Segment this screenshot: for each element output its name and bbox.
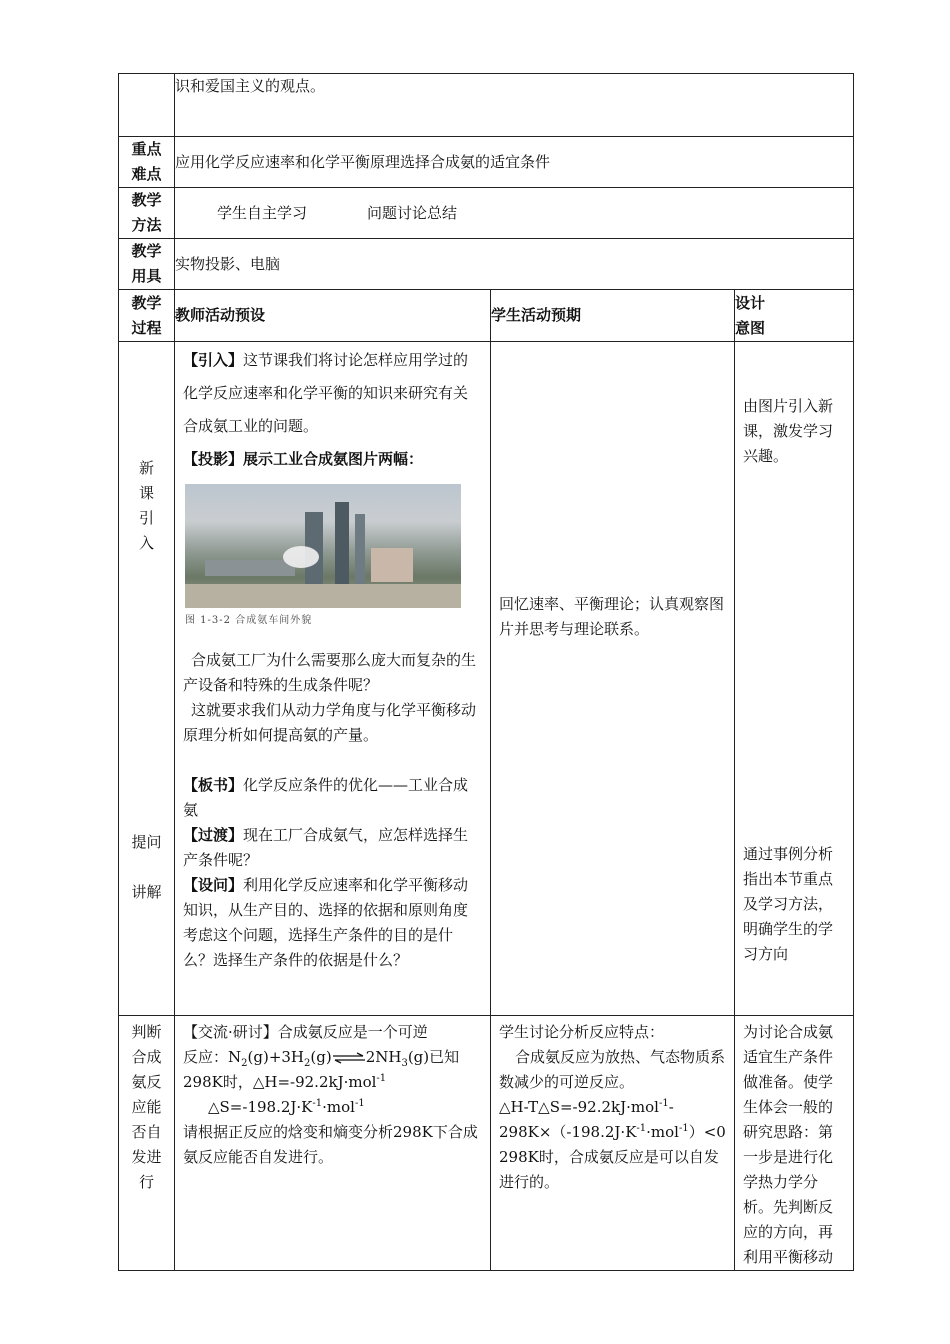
lesson-plan-table bbox=[118, 73, 854, 1271]
empty-label-cell bbox=[119, 74, 175, 137]
student-activity-header: 学生活动预期 bbox=[491, 290, 735, 342]
header-row bbox=[119, 290, 854, 342]
ask-paragraph: 【设问】利用化学反应速率和化学平衡移动知识，从生产目的、选择的依据和原则角度考虑这个问题，选择生产条件的目的是什么？选择生产条件的依据是什么？ bbox=[183, 876, 469, 969]
methods-text bbox=[175, 188, 854, 239]
spontaneity-conclusion: 298K时，合成氨反应是可以自发进行的。 bbox=[499, 1148, 719, 1191]
objective-row bbox=[119, 74, 854, 137]
reaction-feature-text: 合成氨反应为放热、气态物质系数减少的可逆反应。 bbox=[499, 1048, 726, 1091]
judge-stage-cell: 判断 合成 氨反 应能 否自 发进 行 bbox=[119, 1016, 175, 1271]
judge-design-cell: 为讨论合成氨适宜生产条件做准备。使学生体会一般的研究思路：第一步是进行化学热力学分析。先判断反应的方向，再利用平衡移动 bbox=[735, 1016, 854, 1271]
intro-stage-cell bbox=[119, 342, 175, 1016]
factory-photo bbox=[185, 484, 461, 608]
entropy-line: $\triangle S=-198.2J\cdot K^{-1}\cdot mol^{-1}$ bbox=[208, 1098, 365, 1116]
intro-student-cell bbox=[491, 342, 735, 1016]
key-points-label: 重点 难点 bbox=[119, 137, 175, 188]
board-paragraph: 【板书】化学反应条件的优化——工业合成氨 bbox=[183, 776, 469, 819]
teacher-activity-header: 教师活动预设 bbox=[175, 290, 491, 342]
question-paragraph-2: 这就要求我们从动力学角度与化学平衡移动原理分析如何提高氨的产量。 bbox=[183, 701, 477, 744]
stage-question-explain: 提问 讲解 bbox=[131, 833, 162, 901]
design-intent-header: 设计 意图 bbox=[735, 290, 854, 342]
intro-row bbox=[119, 342, 854, 1016]
judge-row bbox=[119, 1016, 854, 1271]
tools-text: 实物投影、电脑 bbox=[175, 239, 854, 290]
equilibrium-arrows-icon bbox=[332, 1052, 366, 1064]
intro-teacher-cell bbox=[175, 342, 491, 1016]
intro-design-text-1: 由图片引入新课，激发学习兴趣。 bbox=[743, 397, 834, 465]
process-header: 教学 过程 bbox=[119, 290, 175, 342]
key-points-text: 应用化学反应速率和化学平衡原理选择合成氨的适宜条件 bbox=[175, 137, 854, 188]
judge-teacher-cell bbox=[175, 1016, 491, 1271]
question-paragraph-1: 合成氨工厂为什么需要那么庞大而复杂的生产设备和特殊的生成条件呢？ bbox=[183, 651, 477, 694]
method-item-2: 问题讨论总结 bbox=[367, 203, 458, 222]
tools-label: 教学 用具 bbox=[119, 239, 175, 290]
intro-design-text-2: 通过事例分析指出本节重点及学习方法，明确学生的学习方向 bbox=[743, 845, 834, 963]
judge-question: 请根据正反应的焓变和熵变分析298K下合成氨反应能否自发进行。 bbox=[183, 1123, 478, 1166]
transition-paragraph: 【过渡】现在工厂合成氨气，应怎样选择生产条件呢？ bbox=[183, 826, 469, 869]
tools-row bbox=[119, 239, 854, 290]
intro-design-cell bbox=[735, 342, 854, 1016]
projection-line: 【投影】展示工业合成氨图片两幅： bbox=[183, 450, 424, 468]
methods-row bbox=[119, 188, 854, 239]
exchange-line-1: 【交流·研讨】合成氨反应是一个可逆 bbox=[183, 1023, 428, 1041]
objective-text: 识和爱国主义的观点。 bbox=[175, 74, 854, 137]
enthalpy-line: 298K时，△H=-92.2kJ·mol$^{-1}$ bbox=[183, 1073, 387, 1091]
judge-student-cell bbox=[491, 1016, 735, 1271]
intro-student-text: 回忆速率、平衡理论；认真观察图片并思考与理论联系。 bbox=[499, 595, 725, 638]
key-points-row bbox=[119, 137, 854, 188]
stage-new-lesson: 新 课 引 入 bbox=[138, 459, 154, 552]
methods-label: 教学 方法 bbox=[119, 188, 175, 239]
intro-paragraph: 【引入】这节课我们将讨论怎样应用学过的化学反应速率和化学平衡的知识来研究有关合成氨工业的问题。 bbox=[183, 351, 469, 435]
reaction-equation: 反应：$N_2(g)+3H_2(g)$ $2NH_3(g)$已知 bbox=[183, 1048, 460, 1069]
photo-caption: 图 1-3-2 合成氨车间外貌 bbox=[185, 615, 313, 626]
method-item-1: 学生自主学习 bbox=[217, 203, 308, 222]
student-discussion-line: 学生讨论分析反应特点： bbox=[499, 1023, 665, 1041]
gibbs-calculation: $\triangle H-T\triangle S=-92.2kJ\cdot mol^{-1}-298K\times(-198.2J\cdot K^{-1}\cdot mol^{-1})<0$ bbox=[499, 1098, 726, 1141]
